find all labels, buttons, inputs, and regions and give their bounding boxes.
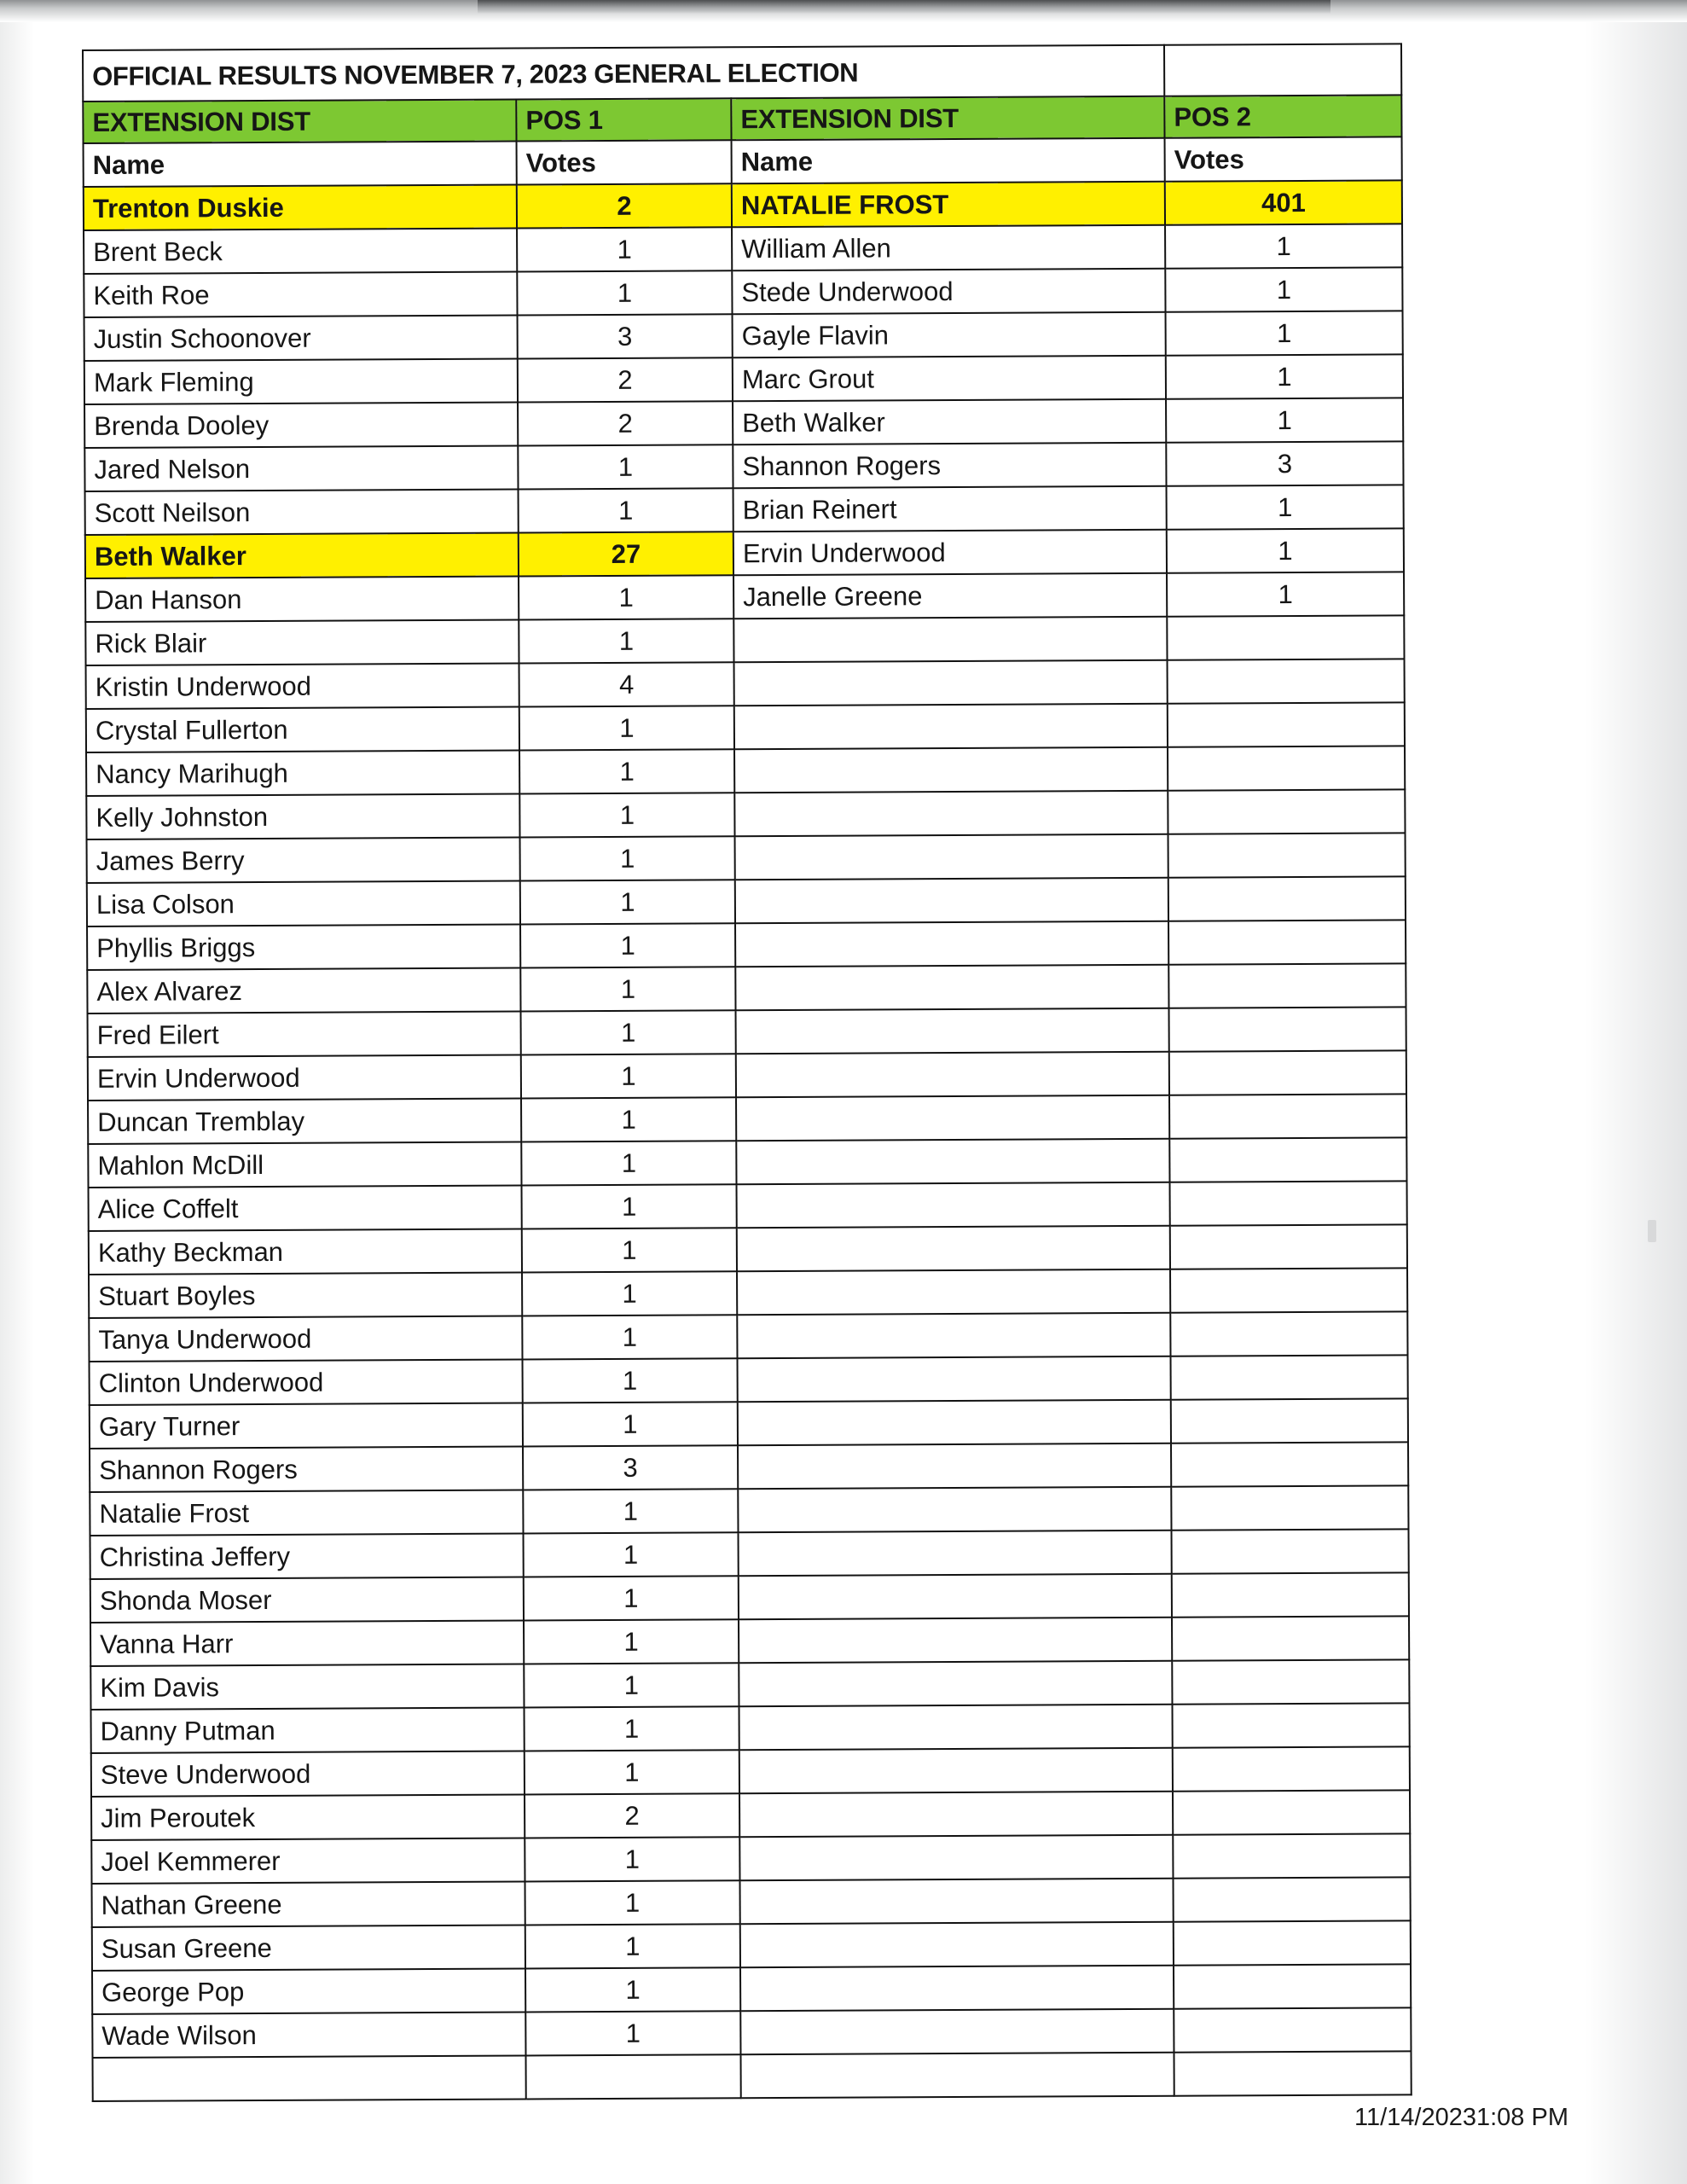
pos2-empty-cell [1173,1790,1410,1834]
pos1-name-cell: Joel Kemmerer [91,1838,525,1883]
table-row [85,528,1404,578]
pos1-votes-cell: 1 [517,270,732,315]
pos1-name-cell: Danny Putman [91,1707,525,1752]
pos2-empty-cell [1174,2051,1412,2095]
pos1-votes-cell: 1 [525,2011,740,2055]
pos1-name-cell: Keith Roe [84,272,517,317]
pos2-empty-cell [1169,1137,1406,1182]
pos2-empty-cell [739,1748,1173,1793]
pos1-votes-cell: 1 [523,1402,738,1446]
pos2-empty-cell [737,1269,1170,1315]
pos2-votes-cell: 1 [1167,485,1404,529]
pos2-name-cell: Brian Reinert [733,486,1167,531]
column-header-row [84,136,1402,187]
table-row [84,398,1403,448]
pos1-name-cell: Mahlon McDill [88,1141,521,1187]
pos2-empty-cell [1173,1746,1410,1791]
pos1-empty-cell [525,2054,740,2099]
pos1-votes-cell: 1 [523,1489,738,1533]
table-row [86,659,1405,709]
pos2-district-header: EXTENSION DIST [731,96,1164,140]
pos1-name-cell: George Pop [92,1968,525,2013]
pos2-empty-cell [1174,1964,1411,2008]
table-row [92,1920,1411,1971]
pos2-empty-cell [1170,1268,1407,1312]
pos2-empty-cell [739,1661,1172,1706]
pos1-name-cell: Scott Neilson [85,490,519,535]
pos2-empty-cell [1169,1007,1406,1051]
pos2-empty-cell [740,1966,1174,2011]
pos1-votes-cell: 2 [518,357,733,402]
pos1-votes-cell: 1 [525,1750,739,1794]
pos1-votes-cell: 1 [522,1228,737,1272]
pos2-name-cell: Stede Underwood [732,269,1165,314]
pos2-empty-cell [1168,789,1405,834]
pos2-name-cell: Shannon Rogers [733,443,1166,488]
pos1-votes-cell: 1 [524,1619,739,1664]
table-row [92,1964,1411,2014]
page-top-edge-shadow-dark [478,0,1330,14]
pos1-name-cell: Beth Walker [85,533,519,578]
pos2-empty-cell [739,1705,1173,1750]
table-row [90,1572,1409,1623]
pos2-empty-cell [1171,1485,1408,1530]
pos2-empty-cell [735,965,1168,1010]
table-row [87,920,1406,970]
pos1-name-cell: Jim Peroutek [91,1794,525,1839]
pos2-empty-cell [737,1182,1170,1228]
pos2-empty-cell [738,1356,1171,1402]
pos2-empty-cell [734,791,1168,836]
table-row [85,485,1404,535]
pos2-votes-cell: 401 [1165,180,1402,224]
pos1-name-cell: Lisa Colson [87,881,520,926]
pos1-votes-cell: 1 [525,1967,740,2012]
pos2-votes-cell: 1 [1167,572,1404,616]
pos1-votes-cell: 1 [518,444,733,489]
pos2-empty-cell [1171,1355,1408,1399]
pos2-empty-cell [740,2053,1174,2098]
pos2-empty-cell [1168,920,1406,964]
pos2-votes-cell: 3 [1166,441,1403,485]
pos1-votes-cell: 1 [523,1358,738,1403]
pos2-empty-cell [739,1879,1173,1924]
pos1-name-cell: Steve Underwood [91,1751,525,1796]
title-row [83,44,1401,102]
table-row [88,1007,1406,1057]
pos2-empty-cell [1168,746,1405,790]
pos1-votes-cell: 1 [519,706,734,750]
pos2-empty-cell [739,1618,1172,1663]
pos2-empty-cell [736,1052,1169,1097]
pos1-votes-cell: 1 [521,1141,736,1185]
pos2-position-header: POS 2 [1164,95,1401,137]
pos2-empty-cell [1167,615,1404,659]
table-row [84,441,1403,491]
pos1-name-cell: Kelly Johnston [86,794,519,839]
pos2-name-cell: William Allen [732,225,1165,270]
table-row [84,267,1402,317]
pos1-name-cell: Phyllis Briggs [87,925,520,970]
pos2-empty-cell [735,921,1168,967]
footer-timestamp: 11/14/20231:08 PM [1354,2104,1568,2131]
pos2-empty-cell [739,1792,1173,1837]
table-row [90,1355,1408,1405]
page-title: OFFICIAL RESULTS NOVEMBER 7, 2023 GENERAL ELECTION [83,45,1164,102]
pos2-votes-cell: 1 [1165,224,1402,268]
section-header-row [83,95,1401,143]
pos1-name-cell: Clinton Underwood [90,1359,523,1404]
pos1-votes-cell: 2 [517,183,732,228]
pos2-empty-cell [738,1487,1171,1532]
pos1-votes-cell: 1 [524,1576,739,1620]
table-row [89,1311,1407,1362]
pos2-empty-cell [736,1095,1169,1141]
page-edge-artifact [1648,1220,1656,1242]
pos1-name-cell: Fred Eilert [88,1011,521,1056]
table-row [90,1616,1409,1666]
pos1-name-cell: Nancy Marihugh [86,751,519,796]
pos2-empty-cell [1169,1094,1406,1138]
pos1-name-cell: Vanna Harr [90,1620,524,1665]
pos2-name-cell: Marc Grout [733,356,1166,401]
pos2-votes-cell: 1 [1167,528,1404,572]
pos2-empty-cell [1170,1311,1407,1356]
pos1-name-cell: Stuart Boyles [89,1272,522,1317]
pos2-empty-cell [734,660,1168,706]
pos2-empty-cell [1168,876,1406,921]
pos2-empty-cell [1172,1616,1409,1660]
pos2-empty-cell [739,1835,1173,1880]
pos2-empty-cell [1170,1224,1407,1269]
pos1-name-cell: Kristin Underwood [86,664,519,709]
pos1-votes-cell: 1 [519,488,733,532]
pos2-name-cell: Ervin Underwood [733,530,1167,575]
page-right-edge-shadow [1585,0,1687,2184]
pos1-votes-cell: 1 [521,1097,736,1141]
table-row [92,2007,1411,2058]
pos1-votes-cell: 1 [525,1924,740,1968]
pos1-votes-cell: 1 [521,1054,736,1098]
pos2-empty-cell [739,1531,1172,1576]
pos1-votes-cell: 1 [519,575,733,619]
pos1-votes-cell: 1 [520,967,735,1011]
pos2-empty-cell [1173,1833,1410,1878]
pos2-empty-cell [734,704,1168,749]
pos1-position-header: POS 1 [516,98,731,141]
pos1-votes-cell: 4 [519,662,734,706]
pos2-empty-cell [1168,833,1406,877]
pos1-votes-cell: 1 [520,923,735,967]
pos1-name-cell: Wade Wilson [92,2012,525,2057]
pos2-empty-cell [1168,702,1405,746]
table-row [86,702,1405,752]
table-row [90,1442,1408,1492]
pos2-empty-cell [1170,1181,1407,1225]
pos2-name-cell: Janelle Greene [733,573,1167,619]
table-row [88,1094,1406,1144]
pos1-name-cell: James Berry [87,838,520,883]
pos1-name-cell: Christina Jeffery [90,1533,524,1578]
pos1-name-cell: Susan Greene [92,1925,525,1970]
pos1-votes-cell: 1 [522,1315,737,1359]
pos2-votes-column-header: Votes [1165,136,1402,181]
pos1-votes-cell: 1 [519,619,733,663]
pos1-votes-cell: 1 [525,1706,739,1751]
pos2-empty-cell [1172,1572,1409,1617]
pos1-name-cell: Brent Beck [84,229,517,274]
table-row [88,1137,1406,1188]
table-row [90,1529,1409,1579]
pos1-name-cell: Duncan Tremblay [88,1098,521,1143]
table-row [91,1703,1410,1753]
pos2-empty-cell [736,1008,1169,1054]
pos2-empty-cell [738,1400,1171,1445]
pos2-votes-cell: 1 [1165,267,1402,311]
pos2-empty-cell [1173,1703,1410,1747]
table-row [91,1746,1410,1797]
pos2-empty-cell [1168,659,1405,703]
pos1-empty-cell [93,2055,526,2100]
pos2-empty-cell [739,1574,1172,1619]
table-row [85,572,1404,622]
pos1-votes-cell: 1 [519,749,734,793]
pos1-name-cell: Kathy Beckman [89,1228,522,1274]
pos2-empty-cell [737,1226,1170,1271]
pos2-name-cell: Gayle Flavin [733,312,1166,357]
page-left-edge-shadow [0,0,34,2184]
pos2-empty-cell [1169,1050,1406,1095]
pos2-name-cell: NATALIE FROST [732,182,1165,227]
pos1-votes-cell: 1 [519,793,734,837]
pos1-name-cell: Nathan Greene [92,1881,525,1926]
pos2-empty-cell [738,1443,1171,1489]
pos1-name-cell: Shannon Rogers [90,1446,523,1491]
pos2-votes-cell: 1 [1166,311,1403,355]
pos1-votes-cell: 27 [519,531,733,576]
pos1-name-cell: Justin Schoonover [84,316,518,361]
pos2-name-column-header: Name [732,138,1165,183]
pos1-name-cell: Dan Hanson [85,577,519,622]
pos2-empty-cell [736,1139,1169,1184]
pos1-votes-column-header: Votes [517,140,732,184]
pos2-empty-cell [740,1922,1174,1967]
table-row [84,311,1403,361]
pos1-votes-cell: 1 [525,1837,739,1881]
pos2-empty-cell [1171,1398,1408,1443]
pos2-name-cell: Beth Walker [733,399,1166,444]
table-row [85,615,1404,665]
pos1-votes-cell: 1 [522,1184,737,1228]
pos1-name-cell: Rick Blair [85,620,519,665]
table-row [87,963,1406,1014]
pos1-name-cell: Tanya Underwood [89,1316,522,1361]
table-row [89,1268,1407,1318]
table-row [90,1485,1408,1536]
pos1-name-cell: Jared Nelson [84,446,518,491]
pos2-empty-cell [1174,1877,1411,1921]
table-row [90,1398,1408,1449]
pos1-votes-cell: 1 [525,1880,740,1925]
table-row [86,746,1405,796]
table-row [92,1877,1411,1927]
pos1-votes-cell: 3 [518,314,733,358]
pos1-name-cell: Gary Turner [90,1403,523,1448]
pos1-votes-cell: 1 [520,880,735,924]
table-row [87,876,1406,926]
table-row [84,180,1402,230]
pos2-votes-cell: 1 [1166,354,1403,398]
pos2-empty-cell [735,878,1168,923]
pos2-empty-cell [1168,963,1406,1008]
pos2-empty-cell [740,2009,1174,2054]
pos2-empty-cell [735,834,1168,880]
pos2-empty-cell [1174,2007,1411,2052]
pos1-votes-cell: 1 [524,1532,739,1577]
table-row [93,2051,1412,2101]
pos1-district-header: EXTENSION DIST [83,100,516,143]
pos1-name-cell: Shonda Moser [90,1577,524,1622]
pos1-name-column-header: Name [84,142,517,187]
pos2-empty-cell [737,1313,1170,1358]
pos1-name-cell: Trenton Duskie [84,185,517,230]
table-row [87,833,1406,883]
table-row [86,789,1405,839]
pos1-votes-cell: 1 [517,227,732,271]
table-row [90,1659,1409,1710]
table-row [89,1181,1407,1231]
pos2-empty-cell [1172,1659,1409,1704]
pos2-empty-cell [733,617,1167,662]
pos1-name-cell: Ervin Underwood [88,1054,521,1100]
pos2-empty-cell [1171,1442,1408,1486]
table-row [84,224,1402,274]
pos1-name-cell: Natalie Frost [90,1490,523,1535]
pos1-name-cell: Brenda Dooley [84,403,518,448]
pos1-votes-cell: 1 [520,836,735,880]
table-row [91,1790,1410,1840]
table-row [91,1833,1410,1884]
pos1-votes-cell: 2 [518,401,733,445]
pos1-votes-cell: 1 [521,1010,736,1054]
table-row [88,1050,1406,1101]
pos2-votes-cell: 1 [1166,398,1403,442]
title-row-blank-cell [1164,44,1401,96]
pos1-name-cell: Crystal Fullerton [86,707,519,752]
election-results-table [82,43,1412,2102]
pos2-empty-cell [734,747,1168,793]
pos1-votes-cell: 3 [523,1445,738,1490]
table-row [84,354,1403,404]
table-row [89,1224,1407,1275]
pos1-name-cell: Alex Alvarez [87,967,520,1013]
pos1-name-cell: Mark Fleming [84,359,518,404]
pos1-name-cell: Alice Coffelt [89,1185,522,1230]
pos1-votes-cell: 2 [525,1793,739,1838]
pos1-votes-cell: 1 [524,1663,739,1707]
pos2-empty-cell [1172,1529,1409,1573]
pos2-empty-cell [1174,1920,1411,1965]
pos1-name-cell: Kim Davis [90,1664,524,1709]
pos1-votes-cell: 1 [522,1271,737,1316]
